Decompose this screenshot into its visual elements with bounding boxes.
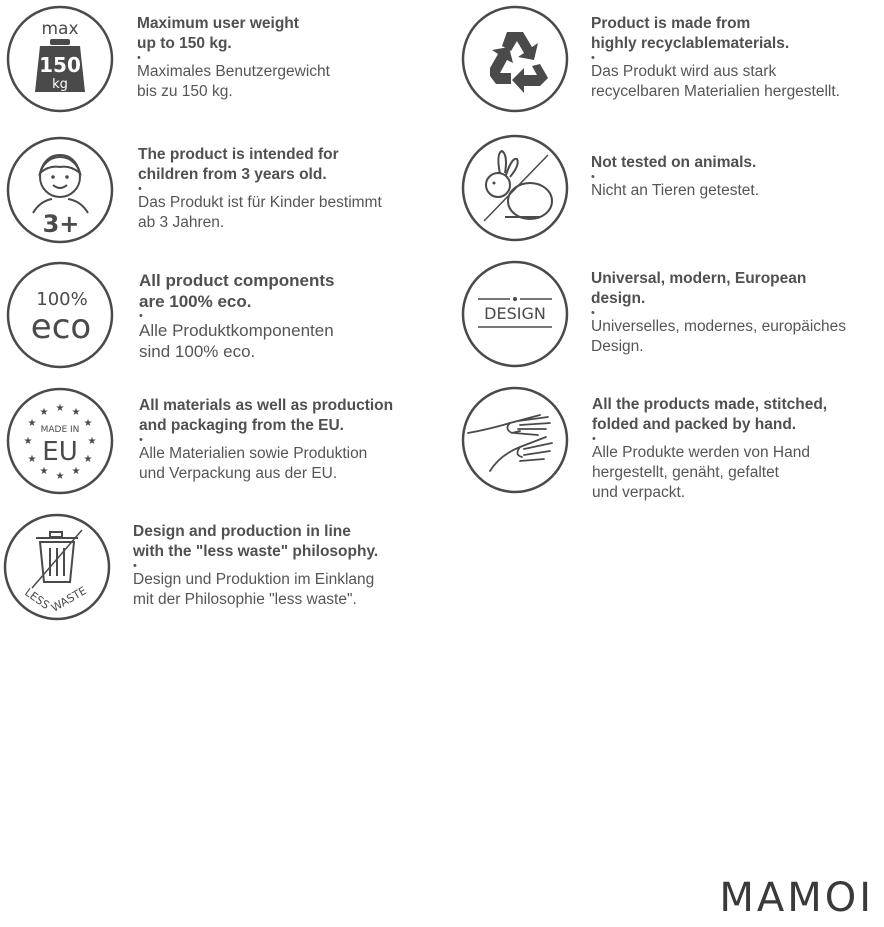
- feature-desc-line: mit der Philosophie "less waste".: [133, 591, 357, 608]
- svg-text:100%: 100%: [36, 289, 88, 310]
- feature-title-line: are 100% eco.: [139, 292, 252, 311]
- feature-title-line: and packaging from the EU.: [139, 417, 344, 434]
- svg-text:★: ★: [71, 466, 81, 477]
- feature-desc-line: und verpackt.: [592, 484, 686, 501]
- feature-title-line: folded and packed by hand.: [592, 416, 797, 433]
- rabbit-crossed-icon: [460, 133, 570, 243]
- weight-icon: [5, 4, 115, 114]
- feature-desc-line: recycelbaren Materialien hergestellt.: [591, 83, 840, 100]
- feature-title-line: highly recyclablematerials.: [591, 35, 790, 52]
- feature-desc-line: und Verpackung aus der EU.: [139, 465, 338, 482]
- svg-text:kg: kg: [52, 77, 68, 92]
- bullet: •: [137, 52, 141, 64]
- svg-text:★: ★: [27, 454, 37, 465]
- svg-text:WASTE: WASTE: [49, 584, 89, 615]
- feature-desc-line: bis zu 150 kg.: [137, 83, 233, 100]
- svg-text:max: max: [41, 19, 79, 39]
- feature-title-line: Universal, modern, European: [591, 270, 807, 287]
- bullet: •: [591, 171, 595, 183]
- svg-text:DESIGN: DESIGN: [484, 304, 546, 323]
- svg-text:★: ★: [83, 418, 93, 429]
- feature-desc-line: sind 100% eco.: [139, 342, 256, 361]
- svg-text:eco: eco: [30, 307, 92, 347]
- bullet: •: [591, 52, 595, 64]
- hands-icon: [460, 385, 570, 495]
- bullet: •: [592, 433, 596, 445]
- feature-title-line: Maximum user weight: [137, 15, 299, 32]
- bullet: •: [591, 307, 595, 319]
- feature-title-line: The product is intended for: [138, 146, 339, 163]
- feature-title-line: Not tested on animals.: [591, 154, 757, 171]
- svg-text:150: 150: [39, 53, 81, 77]
- feature-title-line: All the products made, stitched,: [592, 396, 828, 413]
- feature-desc-line: Alle Materialien sowie Produktion: [139, 445, 368, 462]
- recycle-icon: [460, 4, 570, 114]
- bullet: •: [139, 434, 143, 446]
- bullet: •: [133, 560, 137, 572]
- feature-desc-line: Alle Produktkomponenten: [139, 321, 334, 340]
- feature-title-line: All materials as well as production: [139, 397, 394, 414]
- feature-title-line: design.: [591, 290, 646, 307]
- svg-text:★: ★: [55, 471, 65, 482]
- feature-desc-line: Universelles, modernes, europäiches: [591, 318, 847, 335]
- svg-text:★: ★: [39, 466, 49, 477]
- svg-text:3+: 3+: [42, 210, 80, 238]
- feature-title-line: All product components: [139, 271, 335, 290]
- svg-text:★: ★: [27, 418, 37, 429]
- svg-text:EU: EU: [42, 437, 78, 467]
- bullet: •: [138, 183, 142, 195]
- feature-title-line: up to 150 kg.: [137, 35, 232, 52]
- feature-title-line: with the "less waste" philosophy.: [133, 543, 379, 560]
- made-in-eu-icon: [5, 386, 115, 496]
- svg-text:★: ★: [23, 436, 33, 447]
- feature-desc-line: Das Produkt wird aus stark: [591, 63, 777, 80]
- feature-desc-line: Design und Produktion im Einklang: [133, 571, 375, 588]
- svg-text:★: ★: [71, 407, 81, 418]
- feature-desc-line: Alle Produkte werden von Hand: [592, 444, 810, 461]
- svg-text:★: ★: [55, 403, 65, 414]
- svg-text:★: ★: [87, 436, 97, 447]
- feature-desc-line: ab 3 Jahren.: [138, 214, 225, 231]
- less-waste-bin-icon: [2, 512, 112, 622]
- feature-desc-line: Maximales Benutzergewicht: [137, 63, 330, 80]
- feature-desc-line: Nicht an Tieren getestet.: [591, 182, 760, 199]
- bullet: •: [139, 310, 143, 322]
- feature-title-line: Product is made from: [591, 15, 751, 32]
- child-face-icon: [5, 135, 115, 245]
- svg-text:★: ★: [39, 407, 49, 418]
- feature-desc-line: Das Produkt ist für Kinder bestimmt: [138, 194, 382, 211]
- feature-title-line: children from 3 years old.: [138, 166, 327, 183]
- feature-title-line: Design and production in line: [133, 523, 351, 540]
- brand-logo: MAMOI: [719, 875, 874, 921]
- svg-text:MADE IN: MADE IN: [40, 425, 80, 435]
- design-icon: [460, 259, 570, 369]
- svg-text:★: ★: [83, 454, 93, 465]
- feature-desc-line: hergestellt, genäht, gefaltet: [592, 464, 779, 481]
- eco-icon: [5, 260, 115, 370]
- feature-desc-line: Design.: [591, 338, 644, 355]
- svg-text:LESS: LESS: [22, 585, 52, 612]
